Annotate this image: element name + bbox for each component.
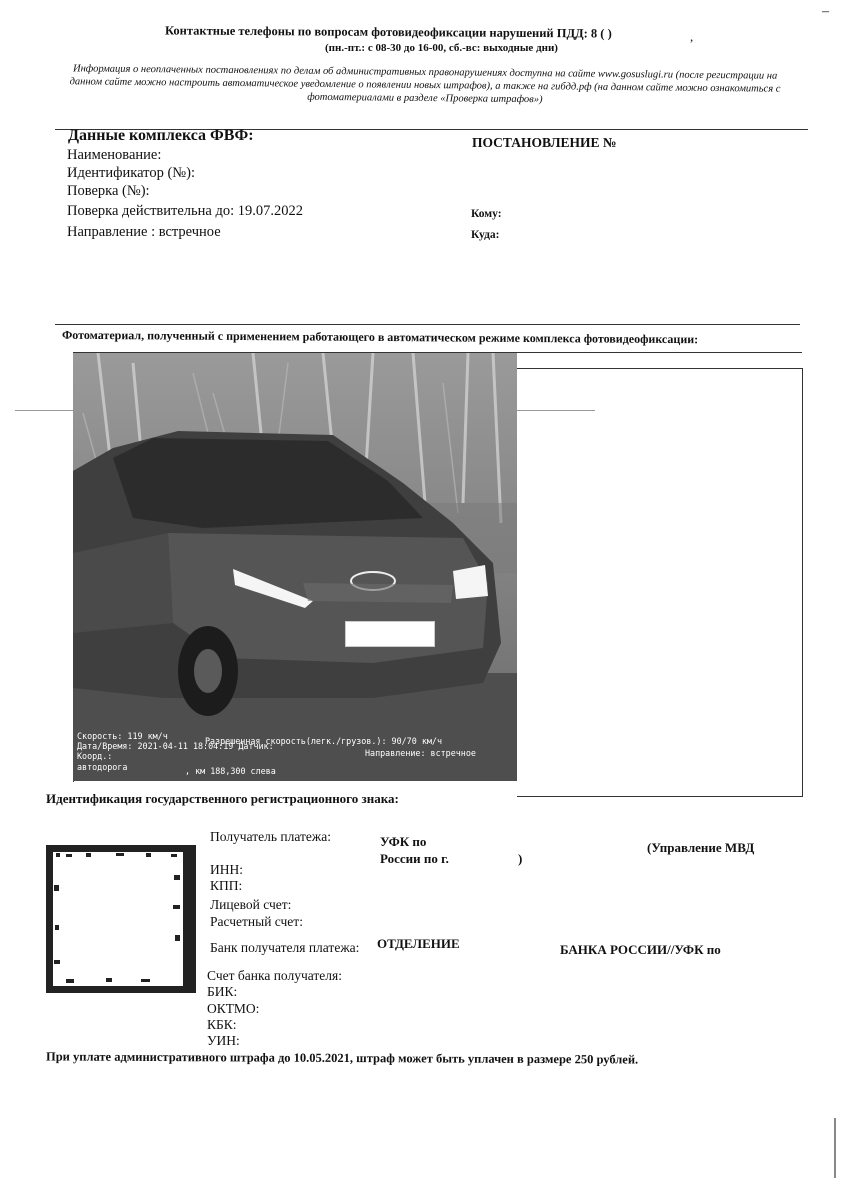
photo-section-top-rule: [55, 324, 800, 325]
photo-frame-right: [802, 368, 803, 796]
header-comma: ,: [690, 29, 694, 44]
personal-account-label: Лицевой счет:: [210, 897, 292, 912]
overlay-speed: Скорость: 119 км/ч: [77, 731, 168, 741]
scan-edge-mark: [834, 1118, 836, 1178]
inn-label: ИНН:: [210, 862, 243, 877]
settlement-account-label: Расчетный счет:: [210, 914, 303, 929]
car-photo-illustration: [73, 353, 517, 781]
working-hours-line: (пн.-пт.: с 08-30 до 16-00, сб.-вс: выходные дни): [325, 42, 558, 54]
photo-caption: Фотоматериал, полученный с применением работающего в автоматическом режиме комплекса фотовидеофиксации:: [61, 327, 699, 347]
qr-code: [46, 845, 196, 993]
complex-data-title: Данные комплекса ФВФ:: [68, 127, 254, 144]
uin-label: УИН:: [207, 1033, 240, 1048]
oktmo-label: ОКТМО:: [207, 1001, 260, 1016]
overlay-direction: Направление: встречное: [365, 748, 476, 758]
bik-label: БИК:: [207, 984, 238, 999]
unpaid-fines-info: Информация о неоплаченных постановлениях по делам об административных правонарушениях доступна на сайте www.gosuslugi.ru (после регистрации на данном сайте можно настроить автоматическое уведомление о появлении новых штрафов), а также на гибдд.рф (на данном сайте можно ознакомиться с фотоматериалами в разделе «Проверка штрафов»): [69, 63, 781, 106]
to-label: Кому:: [471, 208, 502, 220]
discount-payment-note: При уплате административного штрафа до 10.05.2021, штраф может быть уплачен в размере 250 рублей.: [45, 1049, 639, 1067]
overlay-datetime: Дата/Время: 2021-04-11 18:04:19 Датчик:: [77, 741, 274, 751]
bank-value-1: ОТДЕЛЕНИЕ: [377, 936, 460, 951]
recipient-value-2: России по г.: [380, 851, 449, 866]
photo-data-overlay: [73, 731, 517, 781]
direction-field: Направление : встречное: [67, 224, 221, 240]
license-plate-redacted: [345, 621, 435, 647]
overlay-allowed-speed: Разрешенная скорость(легк./грузов.): 90/70 км/ч: [205, 736, 442, 746]
bank-label: Банк получателя платежа:: [210, 940, 360, 955]
resolution-title: ПОСТАНОВЛЕНИЕ №: [472, 135, 617, 150]
kbk-label: КБК:: [207, 1017, 237, 1032]
bank-account-label: Счет банка получателя:: [207, 968, 342, 983]
overlay-road: автодорога: [77, 762, 128, 772]
bank-value-2: БАНКА РОССИИ//УФК по: [560, 942, 721, 957]
where-label: Куда:: [471, 229, 500, 241]
corner-dash: –: [822, 4, 829, 19]
recipient-close-paren: ): [518, 851, 523, 866]
complex-id-label: Идентификатор (№):: [67, 165, 195, 181]
contact-phones-line: Контактные телефоны по вопросам фотовидеофиксации нарушений ПДД: 8 ( ): [164, 23, 612, 41]
verification-label: Поверка (№):: [67, 183, 150, 199]
kpp-label: КПП:: [210, 878, 243, 893]
overlay-coords: Коорд.:: [77, 751, 113, 761]
recipient-value-3: (Управление МВД: [647, 840, 755, 855]
verification-valid-until: Поверка действительна до: 19.07.2022: [67, 203, 303, 219]
recipient-label: Получатель платежа:: [210, 829, 331, 844]
plate-identification-caption: Идентификация государственного регистрационного знака:: [46, 791, 399, 806]
violation-photo: [73, 353, 517, 781]
photo-frame-bottom: [517, 796, 803, 797]
overlay-km: , км 188,300 слева: [185, 766, 276, 776]
recipient-value-1: УФК по: [380, 834, 427, 849]
photo-frame-inner-top: [517, 368, 803, 369]
complex-name-label: Наименование:: [67, 147, 162, 163]
